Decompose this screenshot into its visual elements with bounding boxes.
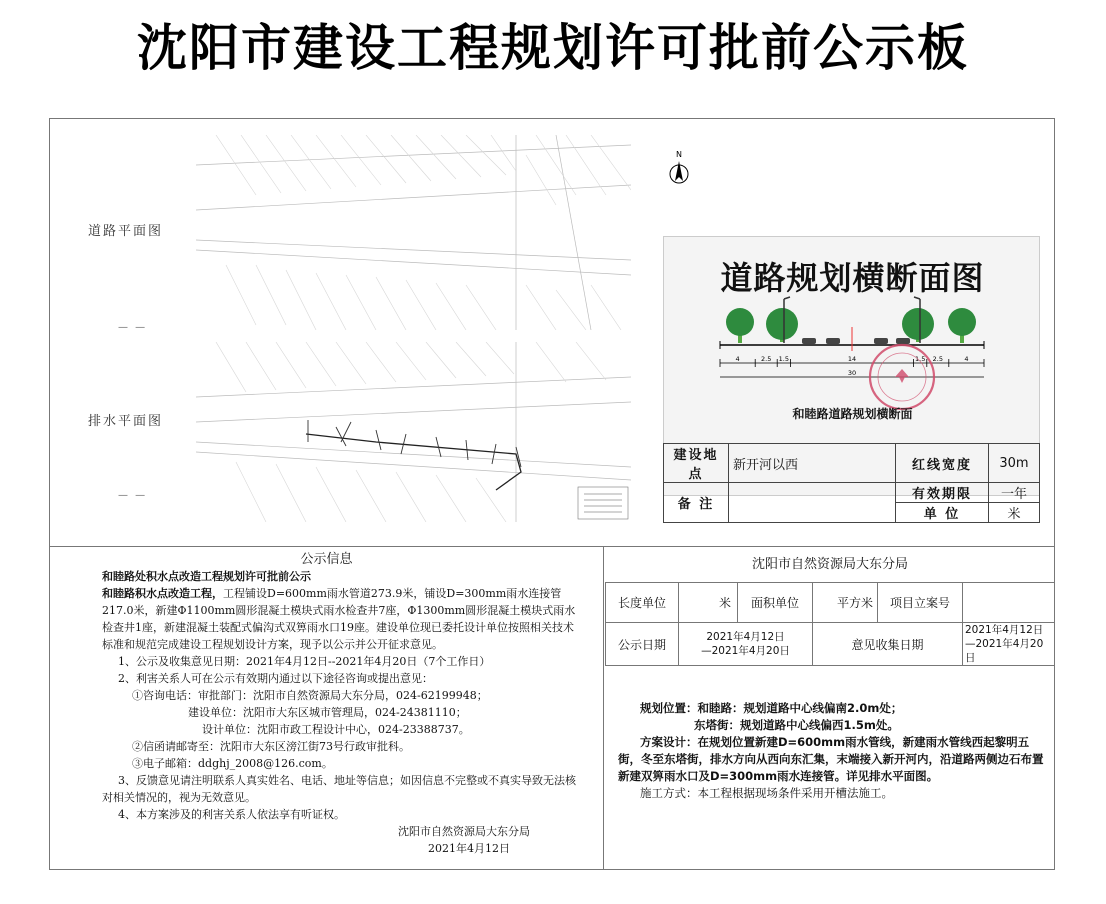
road-plan-label: 道路平面图 — [88, 224, 164, 239]
notice-item-4: 4、本方案涉及的利害关系人依法享有听证权。 — [118, 808, 345, 821]
area-unit-value: 平方米 — [813, 583, 878, 623]
unit-value: 米 — [989, 503, 1040, 523]
email-address: ③电子邮箱：ddghj_2008@126.com。 — [132, 757, 333, 770]
redline-label: 红线宽度 — [896, 444, 989, 483]
area-unit-label: 面积单位 — [738, 583, 813, 623]
project-info-table — [663, 443, 1040, 523]
dimension-label: 2.5 — [761, 355, 772, 363]
project-no-label: 项目立案号 — [878, 583, 963, 623]
notice-body-text: 工程铺设D=600mm雨水管道273.9米，铺设D=300mm雨水连接管217.0米，新建Φ1100mm圆形混凝土模块式雨水检查井7座，Φ1300mm圆形混凝土模块式雨水检查井1座，新建混凝土装配式偏沟式双箅雨水口19座。建设单位现已委托设计单位按照相关技术标准和规范完成建设工程规划设计方案，现予以公示并公开征求意见。 — [102, 587, 576, 651]
remark-label: 备 注 — [664, 483, 729, 523]
plan-dash: — — — [118, 490, 148, 501]
location-line-2: 东塔街：规划道路中心线偏西1.5m处。 — [694, 718, 899, 732]
dimension-label: 1.5 — [778, 355, 789, 363]
validity-value: 一年 — [989, 483, 1040, 503]
project-meta-table — [605, 582, 1055, 666]
design-heading: 方案设计： — [640, 735, 698, 749]
location-label: 建设地点 — [664, 444, 729, 483]
plan-description — [618, 700, 1048, 802]
publish-date-label: 公示日期 — [606, 623, 679, 666]
divider — [603, 546, 604, 870]
plan-dash: — — — [118, 322, 148, 333]
dimension-label: 14 — [847, 355, 857, 363]
notice-body — [50, 585, 603, 653]
road-plan-drawing — [196, 135, 631, 330]
notice-item-3: 3、反馈意见请注明联系人真实姓名、电话、地址等信息；如因信息不完整或不真实导致无法核对相关情况的，视为无效意见。 — [102, 774, 576, 804]
dimension-label: 2.5 — [932, 355, 943, 363]
north-arrow-icon — [666, 148, 692, 188]
location-heading: 规划位置： — [640, 701, 698, 715]
right-panel-heading: 沈阳市自然资源局大东分局 — [751, 557, 908, 572]
location-line-1: 和睦路：规划道路中心线偏南2.0m处； — [697, 701, 903, 715]
mail-address: ②信函请邮寄至：沈阳市大东区滂江街73号行政审批科。 — [132, 740, 410, 753]
contact-builder: 建设单位：沈阳市大东区城市管理局，024-24381110； — [188, 706, 467, 719]
length-unit-value: 米 — [679, 583, 738, 623]
divider — [49, 546, 1055, 547]
opinion-date-label: 意见收集日期 — [813, 623, 963, 666]
construction-method: 施工方式：本工程根据现场条件采用开槽法施工。 — [640, 786, 893, 800]
cross-section-title: 道路规划横断面图 — [720, 259, 985, 297]
drainage-plan-drawing — [196, 342, 631, 522]
dimension-label: 1.5 — [915, 355, 926, 363]
cross-section-caption: 和睦路道路规划横断面 — [792, 407, 913, 421]
sign-org: 沈阳市自然资源局大东分局 — [398, 825, 530, 838]
design-text: 在规划位置新建D=600mm雨水管线，新建雨水管线西起黎明五街，冬至东塔街，排水方向从西向东汇集，末端接入新开河内，沿道路两侧边石布置新建双箅雨水口及D=300mm雨水连接管。详见排水平面图。 — [618, 735, 1044, 783]
length-unit-label: 长度单位 — [606, 583, 679, 623]
unit-label: 单 位 — [896, 503, 989, 523]
sign-date: 2021年4月12日 — [428, 842, 510, 855]
notice-item-1: 1、公示及收集意见日期：2021年4月12日--2021年4月20日（7个工作日） — [118, 655, 491, 668]
remark-value — [729, 483, 896, 523]
contact-approval: ①咨询电话：审批部门：沈阳市自然资源局大东分局，024-62199948； — [132, 689, 488, 702]
opinion-date-value: 2021年4月12日 —2021年4月20日 — [963, 623, 1055, 666]
notice-body-lead: 和睦路积水点改造工程， — [102, 587, 223, 600]
notice-heading: 公示信息 — [300, 552, 353, 567]
dimension-total: 30 — [847, 369, 857, 377]
dimension-label: 4 — [735, 355, 740, 363]
public-notice — [50, 548, 603, 868]
location-value: 新开河以西 — [729, 444, 896, 483]
notice-subtitle: 和睦路处积水点改造工程规划许可批前公示 — [102, 570, 311, 583]
north-label: N — [676, 150, 682, 159]
car-icon — [802, 338, 910, 344]
contact-designer: 设计单位：沈阳市政工程设计中心，024-23388737。 — [202, 723, 470, 736]
project-no-value — [963, 583, 1055, 623]
drainage-plan-label: 排水平面图 — [88, 414, 164, 429]
publish-date-value: 2021年4月12日 —2021年4月20日 — [679, 623, 813, 666]
validity-label: 有效期限 — [896, 483, 989, 503]
tree-icon — [726, 308, 976, 343]
pipe-line — [306, 434, 521, 490]
notice-item-2: 2、利害关系人可在公示有效期内通过以下途径咨询或提出意见： — [118, 672, 433, 685]
dimension-label: 4 — [964, 355, 969, 363]
redline-value: 30m — [989, 444, 1040, 483]
page-title: 沈阳市建设工程规划许可批前公示板 — [137, 19, 969, 77]
